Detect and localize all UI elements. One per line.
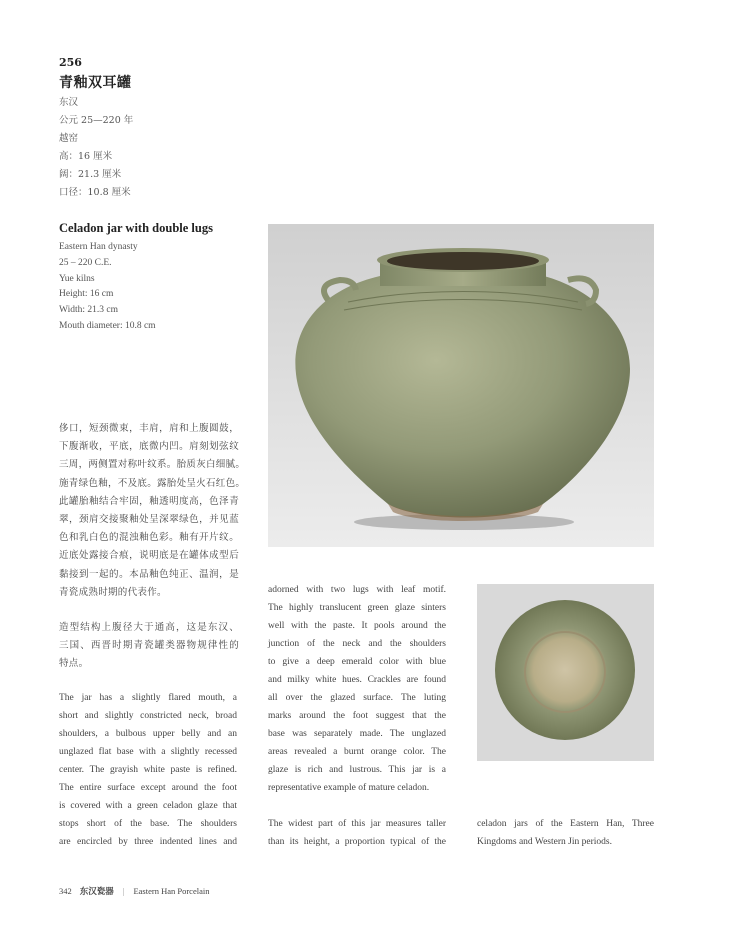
text-line: 青瓷成熟时期的代表作。 <box>59 586 167 598</box>
en-meta-line: Width: 21.3 cm <box>59 305 118 316</box>
text-line: unglazed flat base with a slightly recessed <box>59 747 237 757</box>
footer-section-zh: 东汉瓷器 <box>79 886 114 896</box>
text-line: are encircled by three indented lines and <box>59 837 237 847</box>
text-line: adorned with two lugs with leaf motif. <box>268 585 446 595</box>
footer-section-en: Eastern Han Porcelain <box>133 886 210 896</box>
text-line: The highly translucent green glaze sinters <box>268 603 446 613</box>
en-meta <box>59 240 156 335</box>
text-line: The entire surface except around the foot <box>59 783 237 793</box>
entry-number: 256 <box>59 56 82 69</box>
text-line: junction of the neck and the shoulders <box>268 639 446 649</box>
page-footer <box>59 885 209 897</box>
text-line: all over the glazed surface. The luting <box>268 693 446 703</box>
text-line: representative example of mature celadon. <box>268 783 430 793</box>
en-column-1 <box>59 689 237 851</box>
text-line: to give a deep emerald color with blue <box>268 657 446 667</box>
text-line: The widest part of this jar measures taller <box>268 819 446 829</box>
text-line: 三周，两侧置对称叶纹系。胎质灰白细腻。 <box>59 459 246 471</box>
text-line: 色和乳白色的混浊釉色彩。釉有开片纹。 <box>59 532 239 544</box>
text-line: 特点。 <box>59 658 89 670</box>
en-title: Celadon jar with double lugs <box>59 221 213 235</box>
text-line: areas revealed a burnt orange color. The <box>268 747 446 757</box>
text-line: stops short of the base. The shoulders <box>59 819 237 829</box>
text-line: is covered with a green celadon glaze that <box>59 801 237 811</box>
text-line: 侈口，短颈微束，丰肩，肩和上腹圆鼓， <box>59 423 239 434</box>
text-line: center. The grayish white paste is refined. <box>59 765 237 775</box>
footer-separator: | <box>122 886 125 896</box>
text-line: short and slightly constricted neck, broad <box>59 711 237 721</box>
text-line: 造型结构上腹径大于通高，这是东汉、 <box>59 622 239 633</box>
zh-meta-line: 公元 25—220 年 <box>59 115 134 126</box>
text-line: The jar has a slightly flared mouth, a <box>59 693 237 703</box>
text-line: marks around the foot suggest that the <box>268 711 446 721</box>
text-line: shoulders, a bulbous upper belly and an <box>59 729 237 739</box>
zh-title: 青釉双耳罐 <box>59 75 132 91</box>
text-line: base was separately made. The unglazed <box>268 729 446 739</box>
zh-paragraph-1 <box>59 420 246 602</box>
text-line: 三国、西晋时期青瓷罐类器物规律性的 <box>59 640 239 652</box>
page-number: 342 <box>59 886 72 896</box>
text-line: 下腹渐收，平底，底微内凹。肩刻划弦纹 <box>59 441 239 453</box>
zh-meta-line: 东汉 <box>59 97 79 108</box>
en-meta-line: Mouth diameter: 10.8 cm <box>59 320 156 331</box>
en-meta-line: Eastern Han dynasty <box>59 242 138 252</box>
en-column-2-continued <box>268 815 446 851</box>
text-line: and milky white hues. Crackles are found <box>268 675 446 685</box>
text-line: glaze is rich and lustrous. This jar is a <box>268 765 446 775</box>
text-line: Kingdoms and Western Jin periods. <box>477 837 612 847</box>
jar-base-photo <box>477 584 654 761</box>
en-meta-line: Height: 16 cm <box>59 289 114 300</box>
en-meta-line: 25 – 220 C.E. <box>59 257 112 268</box>
zh-paragraph-2 <box>59 619 239 674</box>
text-line: well with the paste. It pools around the <box>268 621 446 631</box>
zh-meta-line: 越窑 <box>59 133 79 144</box>
jar-side-illustration <box>268 224 654 547</box>
text-line: 此罐胎釉结合牢固，釉透明度高，色泽青 <box>59 495 239 507</box>
jar-side-photo <box>268 224 654 547</box>
text-line: 近底处露接合痕，说明底是在罐体成型后 <box>59 550 239 562</box>
zh-meta-line: 高：16 厘米 <box>59 151 113 162</box>
text-line: 黏接到一起的。本品釉色纯正、温润，是 <box>59 568 239 580</box>
zh-meta-line: 阔：21.3 厘米 <box>59 169 122 180</box>
text-line: 翠，颈肩交接聚釉处呈深翠绿色，并见蓝 <box>59 514 239 526</box>
text-line: celadon jars of the Eastern Han, Three <box>477 819 654 829</box>
en-column-3 <box>477 815 654 851</box>
jar-base-illustration <box>477 584 654 761</box>
text-line: 施青绿色釉，不及底。露胎处呈火石红色。 <box>59 477 246 489</box>
zh-meta-line: 口径：10.8 厘米 <box>59 187 131 198</box>
text-line: than its height, a proportion typical of the <box>268 837 446 847</box>
en-meta-line: Yue kilns <box>59 273 95 284</box>
zh-meta <box>59 94 133 202</box>
en-column-2 <box>268 581 446 797</box>
